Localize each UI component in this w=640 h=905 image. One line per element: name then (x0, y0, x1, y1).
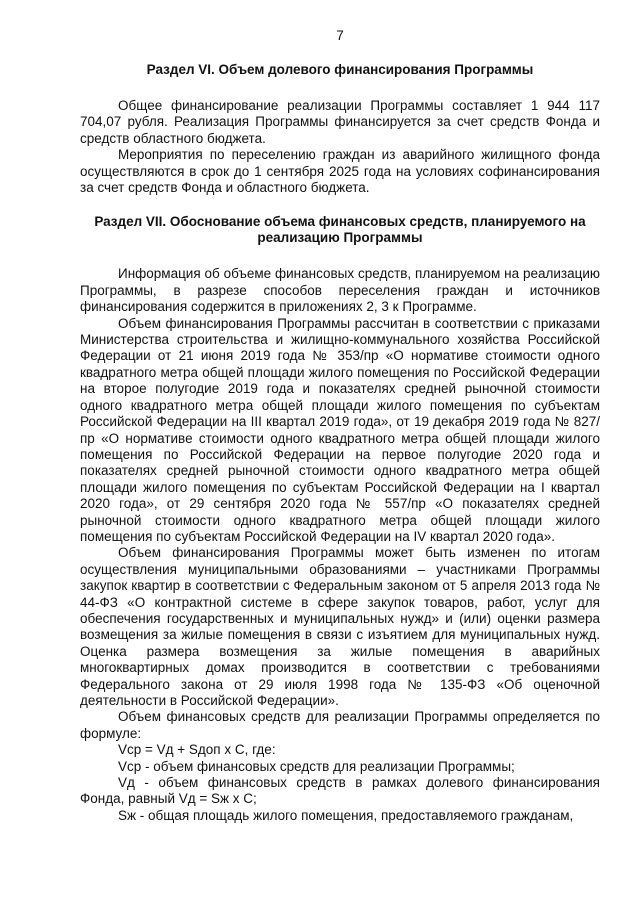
page-number: 7 (336, 28, 344, 43)
formula-definition: Vд - объем финансовых средств в рамках долевого финансирования Фонда, равный Vд = Sж х С; (80, 775, 600, 807)
document-page (80, 28, 600, 824)
formula-definition: Vср - объем финансовых средств для реализации Программы; (118, 758, 515, 774)
section-7-paragraph: Объем финансирования Программы рассчитан в соответствии с приказами Министерства строительства и жилищно-коммунального хозяйства Российской Федерации от 21 июня 2019 года № 353/пр «О нормативе стоимости одного квадратного метра общей площади жилого помещения по Российской Федерации на второе полугодие 2019 года и показателях средней рыночной стоимости одного квадратного метра общей площади жилого помещения по субъектам Российской Федерации на III квартал 2019 года», от 19 декабря 2019 года № 827/пр «О нормативе стоимости одного квадратного метра общей площади жилого помещения по Российской Федерации на первое полугодие 2020 года и показателях средней рыночной стоимости одного квадратного метра общей площади жилого помещения по субъектам Российской Федерации на I квартал 2020 года», от 29 сентября 2020 года № 557/пр «О показателях средней рыночной стоимости одного квадратного метра общей площади жилого помещения по субъектам Российской Федерации на IV квартал 2020 года». (80, 315, 600, 544)
section-7-title: Раздел VII. Обоснование объема финансовых средств, планируемого на реализацию Программы (94, 214, 586, 246)
formula: Vср = Vд + Sдоп х С, где: (118, 742, 276, 758)
section-7-paragraph: Информация об объеме финансовых средств, планируемом на реализацию Программы, в разрезе способов переселения граждан и источников финансирования содержится в приложениях 2, 3 к Программе. (80, 266, 600, 315)
section-6-paragraph: Мероприятия по переселению граждан из аварийного жилищного фонда осуществляются в срок до 1 сентября 2025 года на условиях софинансирования за счет средств Фонда и областного бюджета. (80, 147, 600, 196)
section-7-paragraph: Объем финансирования Программы может быть изменен по итогам осуществления муниципальными образованиями – участниками Программы закупок квартир в соответствии с Федеральным законом от 5 апреля 2013 года № 44-ФЗ «О контрактной системе в сфере закупок товаров, работ, услуг для обеспечения государственных и муниципальных нужд» и (или) оценки размера возмещения за жилые помещения в связи с изъятием для муниципальных нужд. Оценка размера возмещения за жилые помещения в аварийных многоквартирных домах производится в соответствии с требованиями Федерального закона от 29 июля 1998 года № 135-ФЗ «Об оценочной деятельности в Российской Федерации». (80, 545, 600, 708)
section-6-paragraph: Общее финансирование реализации Программы составляет 1 944 117 704,07 рубля. Реализация Программы финансируется за счет средств Фонда и средств областного бюджета. (80, 98, 600, 146)
formula-definition: Sж - общая площадь жилого помещения, предоставляемого гражданам, (118, 807, 574, 823)
section-6-title: Раздел VI. Объем долевого финансирования Программы (146, 62, 534, 77)
section-7-paragraph: Объем финансовых средств для реализации Программы определяется по формуле: (80, 709, 600, 741)
